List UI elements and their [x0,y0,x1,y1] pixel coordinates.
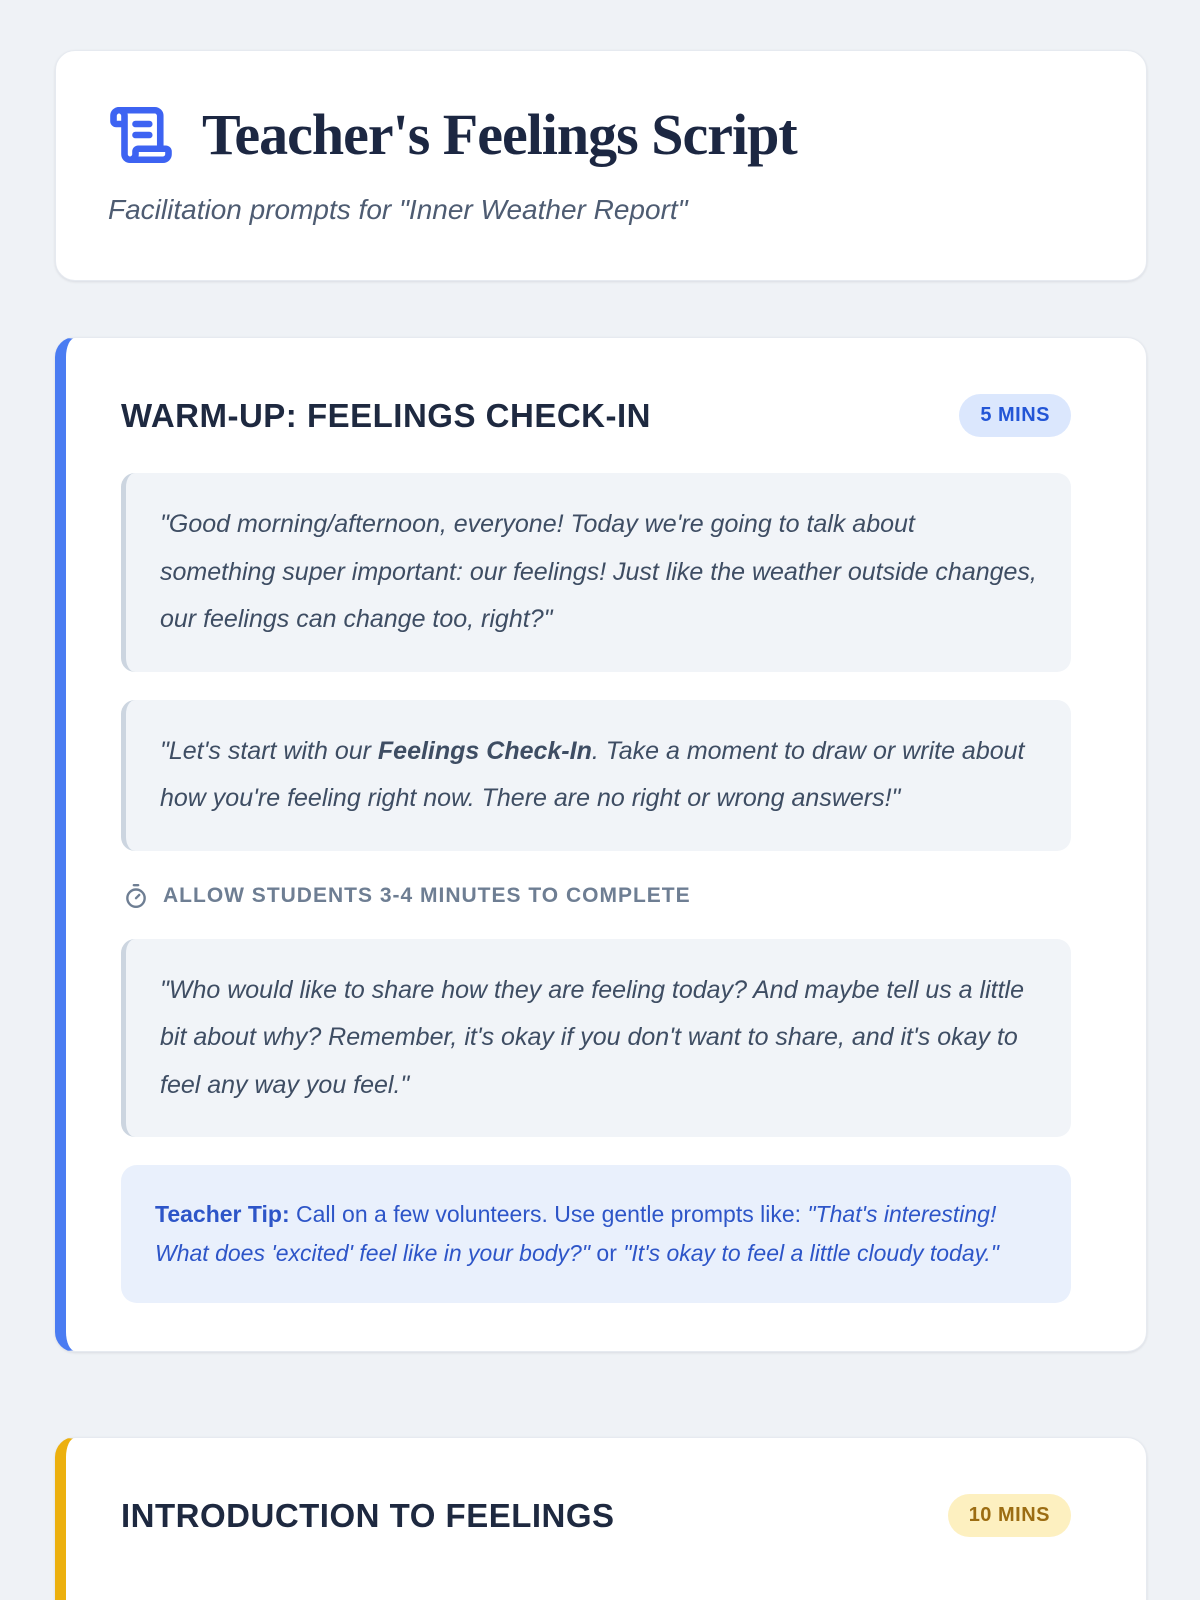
script-quote-2-bold: Feelings Check-In [377,736,592,765]
teacher-tip-conjunction: or [590,1240,624,1267]
script-quote-1-text: "Good morning/afternoon, everyone! Today we're going to talk about something super important: our feelings! Just like the weather outside changes, our feelings can change too, right?" [160,510,1037,633]
header-card [55,50,1147,281]
teacher-tip-quote-2: "It's okay to feel a little cloudy today." [623,1240,999,1267]
stage-direction [123,883,1071,909]
section-introduction-header [121,1494,1071,1537]
teacher-tip [121,1165,1071,1303]
script-quote-2-post: . Take a moment to draw or write about how you're feeling right now. There are no right or wrong answers!" [160,736,1025,812]
timer-icon [123,883,149,909]
script-quote-3 [121,939,1071,1138]
script-quote-1 [121,473,1071,672]
header-title-row [108,101,1090,168]
section-introduction [55,1437,1147,1600]
script-quote-2 [121,700,1071,851]
section-warmup-title: WARM-UP: FEELINGS CHECK-IN [121,396,651,434]
page-title: Teacher's Feelings Script [202,102,797,167]
duration-badge: 5 MINS [959,394,1071,437]
teacher-tip-label: Teacher Tip: [155,1201,290,1227]
script-quote-3-text: "Who would like to share how they are feeling today? And maybe tell us a little bit about why? Remember, it's okay if you don't want to share, and it's okay to feel any way you feel." [160,975,1024,1099]
scroll-icon [108,102,174,168]
teacher-tip-quote-1: "That's interesting! What does 'excited' feel like in your body?" [155,1201,997,1267]
section-introduction-title: INTRODUCTION TO FEELINGS [121,1496,615,1534]
stage-direction-text: ALLOW STUDENTS 3-4 MINUTES TO COMPLETE [163,883,691,907]
duration-badge: 10 MINS [948,1494,1071,1537]
page-subtitle: Facilitation prompts for "Inner Weather Report" [108,194,688,225]
section-warmup [55,337,1147,1352]
section-warmup-header [121,394,1071,437]
script-quote-2-pre: "Let's start with our [160,736,378,765]
teacher-tip-text: Call on a few volunteers. Use gentle prompts like: [289,1201,808,1227]
